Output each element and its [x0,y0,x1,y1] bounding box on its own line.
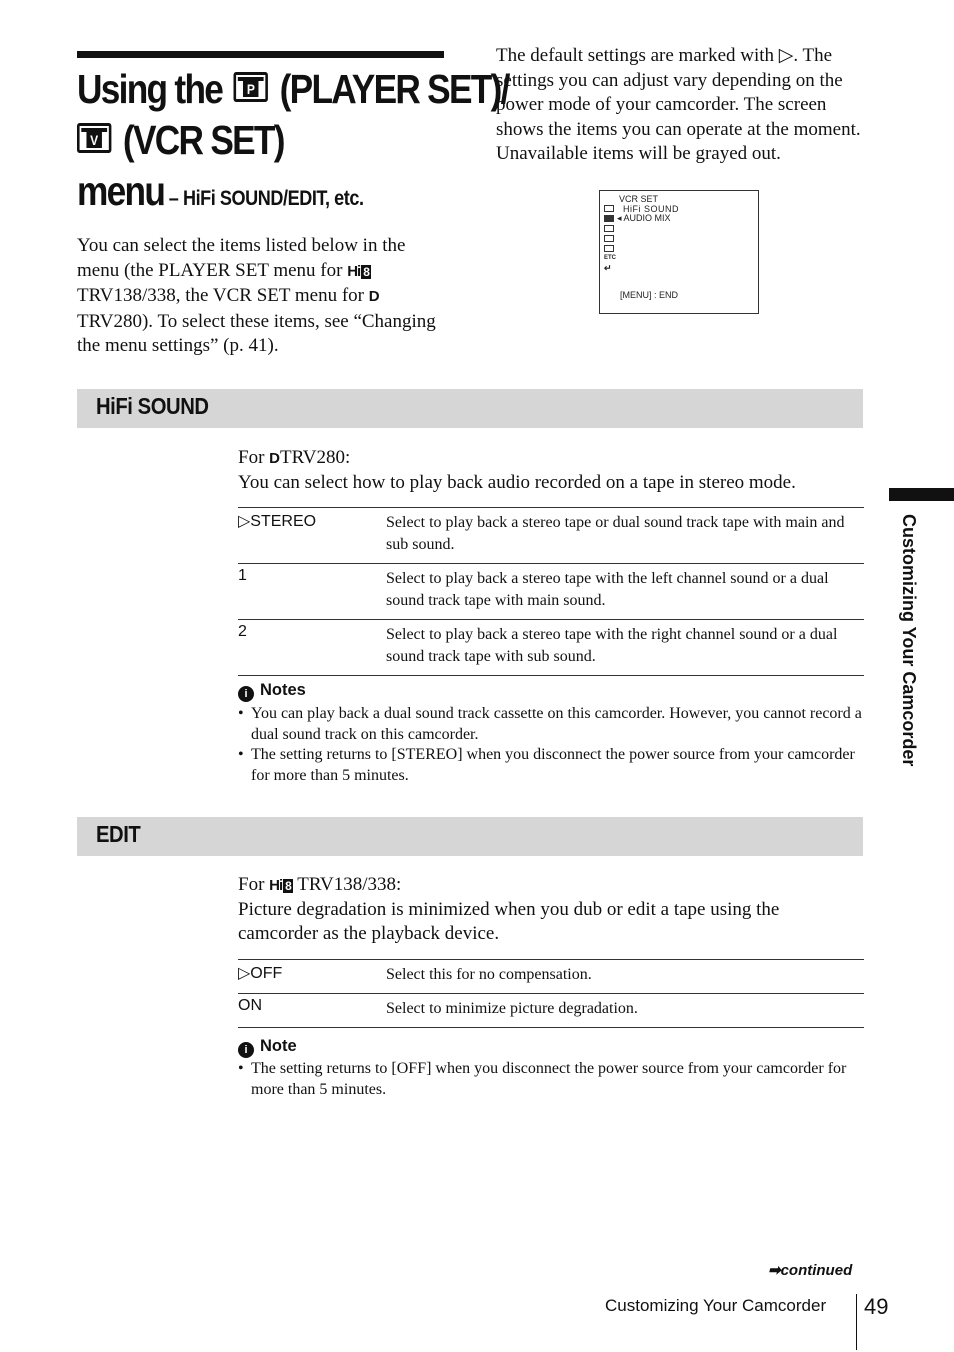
page-title [77,64,509,224]
notes-heading: i Notes [238,681,306,702]
table-row: ▷STEREO Select to play back a stereo tape or dual sound track tape with main and sub sound. [238,508,864,564]
hifi-options-table [238,507,864,676]
table-row: ON Select to minimize picture degradation. [238,994,864,1028]
page-subtitle: – HiFi SOUND/EDIT, etc. [164,187,364,210]
hifi-intro: For DTRV280: You can select how to play back audio recorded on a tape in stereo mode. [238,447,796,493]
section-header-edit: EDIT [77,817,863,856]
memory-set-icon [604,235,614,242]
note-icon: i [238,686,254,702]
digital8-logo-icon: D [269,450,280,467]
lcd-title: VCR SET [619,194,659,204]
footer-divider [856,1294,857,1350]
notes-list [238,704,864,786]
defaults-paragraph: The default settings are marked with ▷. The settings you can adjust vary depending on the power mode of your camcorder. The screen shows the items you can operate at the moment. Unavailable items will be grayed out. [496,45,861,164]
hi8-logo-icon: Hi 8 [269,877,291,894]
footer-section-name: Customizing Your Camcorder [605,1296,827,1315]
side-tab-label: Customizing Your Camcorder [899,514,919,767]
notes-list [238,1059,864,1100]
title-rule [77,51,444,58]
table-row: 1 Select to play back a stereo tape with the left channel sound or a dual sound track tape with main sound. [238,564,864,620]
return-icon: ↵ [604,263,612,273]
table-row: ▷OFF Select this for no compensation. [238,960,864,994]
lcd-menu-icons [604,205,616,275]
hi8-logo-icon: Hi 8 [347,262,369,280]
lcd-set-icon [604,225,614,232]
lcd-end-hint: [MENU] : END [620,290,679,300]
vcr-set-icon: V [77,123,111,153]
menu-screen-illustration [599,190,759,314]
title-text: Using the [77,66,223,112]
list-item: • The setting returns to [STEREO] when you disconnect the power source from your camcorder for more than 5 minutes. [238,745,864,786]
table-row: 2 Select to play back a stereo tape with the right channel sound or a dual sound track tape with sub sound. [238,620,864,676]
edit-options-table [238,959,864,1028]
page-number: 49 [864,1294,889,1319]
camera-set-icon [604,245,614,252]
lcd-item: ◂ AUDIO MIX [617,213,671,223]
section-header-hifi-sound: HiFi SOUND [77,389,863,428]
etc-icon: ETC [604,255,616,261]
edit-intro: For Hi 8 TRV138/338: Picture degradation is minimized when you dub or edit a tape using the camcorder as the playback device. [238,874,780,944]
title-text: (PLAYER SET)/ [279,66,509,112]
title-text: menu [77,168,165,214]
continued-label: ➡continued [768,1262,853,1279]
note-icon: i [238,1042,254,1058]
intro-paragraph: You can select the items listed below in the menu (the PLAYER SET menu for Hi 8TRV138/338, the VCR SET menu for DTRV280). To select these items, see “Changing the menu settings” (p. 41). [77,235,436,356]
digital8-logo-icon: D [368,288,380,305]
list-item: • The setting returns to [OFF] when you disconnect the power source from your camcorder for more than 5 minutes. [238,1059,864,1100]
notes-heading: i Note [238,1037,297,1058]
player-set-icon: P [234,72,268,102]
side-tab-marker [889,488,954,501]
lcd-item: HiFi SOUND [623,204,679,214]
player-set-icon [604,205,614,212]
list-item: • You can play back a dual sound track cassette on this camcorder. However, you cannot record a dual sound track on this camcorder. [238,704,864,745]
vcr-set-icon [604,215,614,222]
title-text: (VCR SET) [122,117,284,163]
